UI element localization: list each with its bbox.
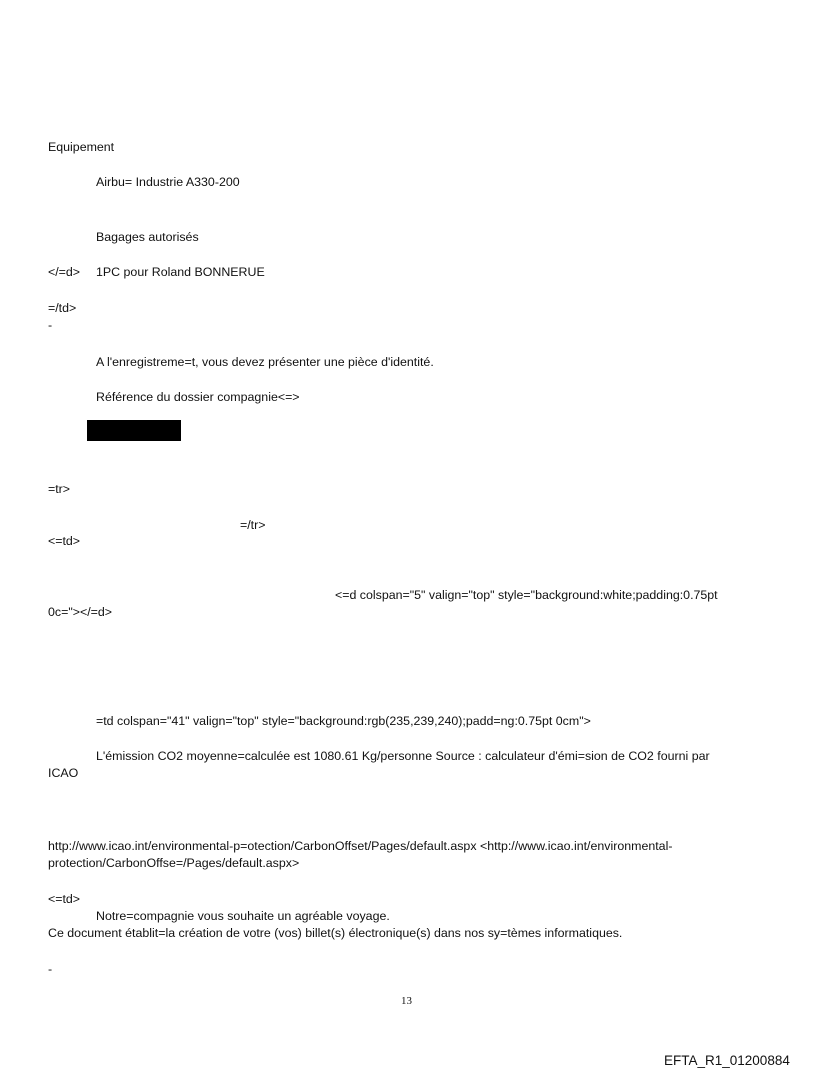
html-fragment: </=d> <box>48 265 81 279</box>
document-id: EFTA_R1_01200884 <box>664 1053 790 1068</box>
html-fragment: =tr> <box>48 482 71 496</box>
booking-reference-label: Référence du dossier compagnie<=> <box>96 390 300 404</box>
co2-emission-text: L'émission CO2 moyenne=calculée est 1080.61 Kg/personne Source : calculateur d'émi=sion de CO2 fourni par <box>96 749 710 763</box>
section-heading-equipement: Equipement <box>48 140 115 154</box>
separator-dash: - <box>48 318 53 332</box>
identity-requirement: A l'enregistreme=t, vous devez présenter une pièce d'identité. <box>96 355 434 369</box>
html-fragment: 0c="></=d> <box>48 605 112 619</box>
html-fragment: =td colspan="41" valign="top" style="background:rgb(235,239,240);padd=ng:0.75pt 0cm"> <box>96 714 591 728</box>
page-number: 13 <box>401 995 412 1007</box>
baggage-label: Bagages autorisés <box>96 230 199 244</box>
html-fragment: <=td> <box>48 892 81 906</box>
ticket-note: Ce document établit=la création de votre (vos) billet(s) électronique(s) dans nos sy=tèmes informatiques. <box>48 926 623 940</box>
icao-url-cont: protection/CarbonOffse=/Pages/default.aspx> <box>48 856 300 870</box>
icao-url: http://www.icao.int/environmental-p=otection/CarbonOffset/Pages/default.aspx <http://www.icao.int/environmental- <box>48 839 673 853</box>
aircraft-type: Airbu= Industrie A330-200 <box>96 175 240 189</box>
html-fragment: =/td> <box>48 301 77 315</box>
baggage-allowance: 1PC pour Roland BONNERUE <box>96 265 265 279</box>
separator-dash: - <box>48 962 53 976</box>
co2-emission-text-cont: ICAO <box>48 766 79 780</box>
html-fragment: =/tr> <box>240 518 266 532</box>
html-fragment: <=d colspan="5" valign="top" style="background:white;padding:0.75pt <box>335 588 718 602</box>
redaction-block <box>87 420 181 441</box>
html-fragment: <=td> <box>48 534 81 548</box>
farewell-message: Notre=compagnie vous souhaite un agréable voyage. <box>96 909 390 923</box>
